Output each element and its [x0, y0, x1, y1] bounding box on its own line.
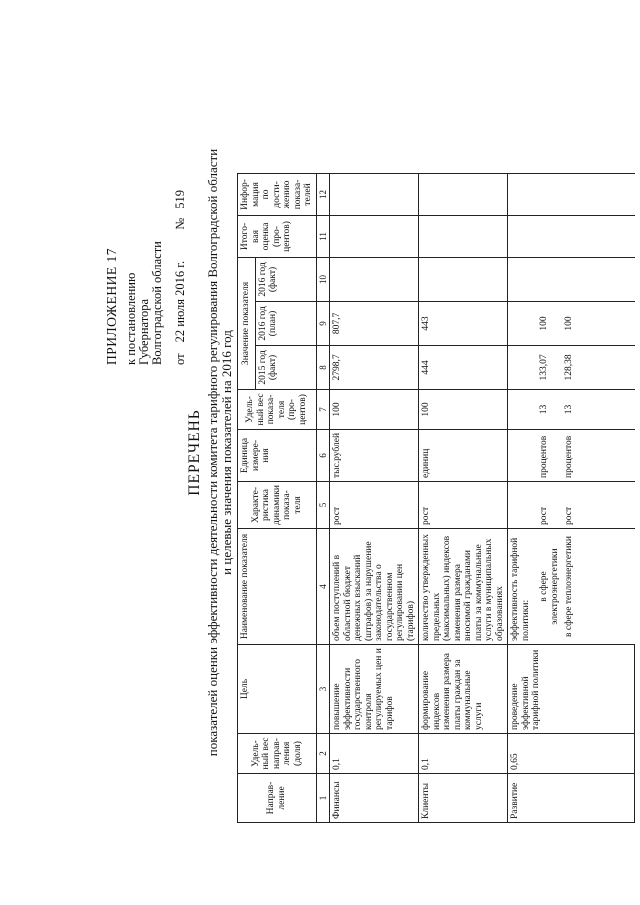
cell-2016-plan: 443 [419, 301, 508, 345]
cell-dynamics: рост [562, 481, 635, 528]
cell-direction: Развитие [508, 774, 635, 823]
cell-2016-plan: 100 [533, 301, 562, 345]
cell-info [562, 173, 635, 215]
column-number: 3 [316, 645, 330, 734]
cell-direction: Финансы [330, 774, 419, 823]
cell-2016-plan [508, 301, 534, 345]
cell-indicator: количество утвержденных предельных (максимальных) индексов изменения размера вносимой гражданами платы за коммунальные услуги в муниципальных образованиях [419, 529, 508, 645]
column-number: 2 [316, 734, 330, 774]
resolution-date: 22 июля 2016 г. [173, 260, 187, 343]
cell-indicator: эффективность тарифной политики: [508, 529, 534, 645]
column-number: 6 [316, 429, 330, 481]
cell-weight: 0,1 [419, 734, 508, 774]
column-number: 5 [316, 481, 330, 528]
col-unit-header: Единица измере-ния [238, 429, 317, 481]
header-row [238, 173, 256, 822]
col-dynamics-header: Характе-ристика динамики показа-теля [238, 481, 317, 528]
cell-2015-fact: 2798,7 [330, 345, 419, 389]
cell-indicator: объем поступлений в областной бюджет денежных взысканий (штрафов) за нарушение законодательства о государственном регулировании цен (тарифов) [330, 529, 419, 645]
cell-total [330, 215, 419, 257]
cell-goal: формирование индексов изменения размера платы граждан за коммунальные услуги [419, 645, 508, 734]
cell-unit: единиц [419, 429, 508, 481]
cell-2015-fact: 133,07 [533, 345, 562, 389]
cell-dynamics [508, 481, 534, 528]
column-number: 1 [316, 774, 330, 823]
date-prefix: от [173, 353, 187, 365]
cell-dynamics: рост [533, 481, 562, 528]
cell-2016-fact [533, 257, 562, 301]
cell-info [508, 173, 534, 215]
document-subtitle-line2: и целевые значения показателей на 2016 год [219, 330, 234, 575]
cell-unit: процентов [562, 429, 635, 481]
col-info-header: Инфор-мация по дости-жению показа-телей [238, 173, 317, 215]
cell-unit: тыс.рублей [330, 429, 419, 481]
resolution-label: к постановлению [124, 272, 138, 365]
cell-dynamics: рост [419, 481, 508, 528]
column-number: 12 [316, 173, 330, 215]
cell-unit: процентов [533, 429, 562, 481]
document-subtitle-line1: показателей оценки эффективности деятельности комитета тарифного регулирования Волгоградской области [205, 148, 220, 757]
cell-info [330, 173, 419, 215]
cell-info [419, 173, 508, 215]
cell-indicator: в сфере электроэнергетики [533, 529, 562, 645]
col-2016-plan-header: 2016 год (план) [255, 301, 316, 345]
table-row-clients [419, 173, 508, 822]
cell-indicator-weight: 13 [562, 389, 635, 429]
indicators-table [237, 173, 635, 823]
cell-total [419, 215, 508, 257]
cell-2016-fact [508, 257, 534, 301]
governor-label: Губернатора [137, 298, 151, 365]
col-indicator-weight-header: Удель-ный вес показа-теля (про-центов) [238, 389, 317, 429]
col-2016-fact-header: 2016 год (факт) [255, 257, 316, 301]
col-2015-fact-header: 2015 год (факт) [255, 345, 316, 389]
cell-weight: 0,65 [508, 734, 635, 774]
col-indicator-header: Наименование показателя [238, 529, 317, 645]
column-number: 10 [316, 257, 330, 301]
cell-indicator-weight: 100 [419, 389, 508, 429]
col-weight-header: Удель-ный вес направ-ления (доля) [238, 734, 317, 774]
cell-direction: Клиенты [419, 774, 508, 823]
cell-2016-fact [330, 257, 419, 301]
column-number: 11 [316, 215, 330, 257]
number-sign: № [173, 217, 187, 230]
cell-info [533, 173, 562, 215]
resolution-number: 519 [173, 189, 187, 209]
table-row-finance [330, 173, 419, 822]
column-number: 7 [316, 389, 330, 429]
column-number: 4 [316, 529, 330, 645]
cell-2015-fact [508, 345, 534, 389]
col-direction-header: Направ-ление [238, 774, 317, 823]
cell-2015-fact: 128,38 [562, 345, 635, 389]
cell-2016-fact [562, 257, 635, 301]
col-value-group-header: Значение показателя [238, 257, 256, 389]
column-number: 8 [316, 345, 330, 389]
cell-goal: проведение эффективной тарифной политики [508, 645, 635, 734]
cell-goal: повышение эффективности государственного контроля регулируемых цен и тарифов [330, 645, 419, 734]
cell-unit [508, 429, 534, 481]
column-number-row [316, 173, 330, 822]
table-row-development [508, 173, 534, 822]
cell-total [533, 215, 562, 257]
cell-total [562, 215, 635, 257]
col-goal-header: Цель [238, 645, 317, 734]
cell-dynamics: рост [330, 481, 419, 528]
column-number: 9 [316, 301, 330, 345]
cell-weight: 0,1 [330, 734, 419, 774]
cell-2016-plan: 100 [562, 301, 635, 345]
appendix-label: ПРИЛОЖЕНИЕ 17 [104, 247, 119, 365]
cell-2016-plan: 807,7 [330, 301, 419, 345]
col-total-header: Итого-вая оценка (про-центов) [238, 215, 317, 257]
cell-total [508, 215, 534, 257]
cell-indicator-weight: 100 [330, 389, 419, 429]
cell-indicator-weight [508, 389, 534, 429]
region-label: Волгоградской области [150, 241, 164, 365]
cell-2015-fact: 444 [419, 345, 508, 389]
cell-indicator-weight: 13 [533, 389, 562, 429]
cell-indicator: в сфере теплоэнергетики [562, 529, 635, 645]
document-title: ПЕРЕЧЕНЬ [186, 409, 203, 496]
cell-2016-fact [419, 257, 508, 301]
